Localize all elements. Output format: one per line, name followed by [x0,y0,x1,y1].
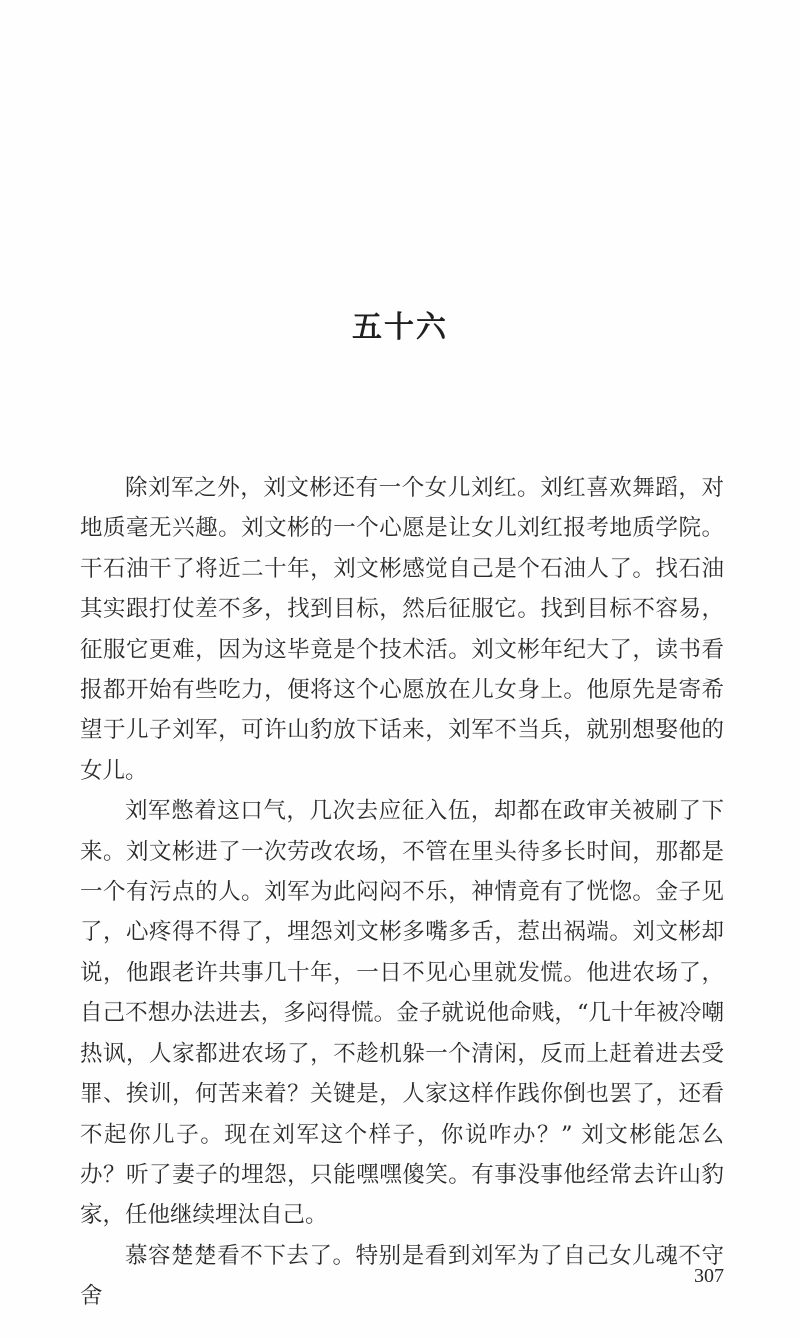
page-number: 307 [694,1265,724,1287]
paragraph: 除刘军之外，刘文彬还有一个女儿刘红。刘红喜欢舞蹈，对地质毫无兴趣。刘文彬的一个心愿是让女儿刘红报考地质学院。干石油干了将近二十年，刘文彬感觉自己是个石油人了。找石油其实跟打仗差不多，找到目标，然后征服它。找到目标不容易，征服它更难，因为这毕竟是个技术活。刘文彬年纪大了，读书看报都开始有些吃力，便将这个心愿放在儿女身上。他原先是寄希望于儿子刘军，可许山豹放下话来，刘军不当兵，就别想娶他的女儿。 [80,475,724,784]
chapter-title: 五十六 [352,310,448,345]
paragraph: 慕容楚楚看不下去了。特别是看到刘军为了自己女儿魂不守舍 [80,1242,724,1310]
paragraph: 刘军憋着这口气，几次去应征入伍，却都在政审关被刷了下来。刘文彬进了一次劳改农场，不管在里头待多长时间，那都是一个有污点的人。刘军为此闷闷不乐，神情竟有了恍惚。金子见了，心疼得不得了，埋怨刘文彬多嘴多舌，惹出祸端。刘文彬却说，他跟老许共事几十年，一日不见心里就发慌。他进农场了，自己不想办法进去，多闷得慌。金子就说他命贱，“几十年被冷嘲热讽，人家都进农场了，不趁机躲一个清闲，反而上赶着进去受罪、挨训，何苦来着？关键是，人家这样作践你倒也罢了，还看不起你儿子。现在刘军这个样子，你说咋办？” 刘文彬能怎么办？听了妻子的埋怨，只能嘿嘿傻笑。有事没事他经常去许山豹家，任他继续埋汰自己。 [80,798,724,1229]
chapter-body [80,468,724,1317]
